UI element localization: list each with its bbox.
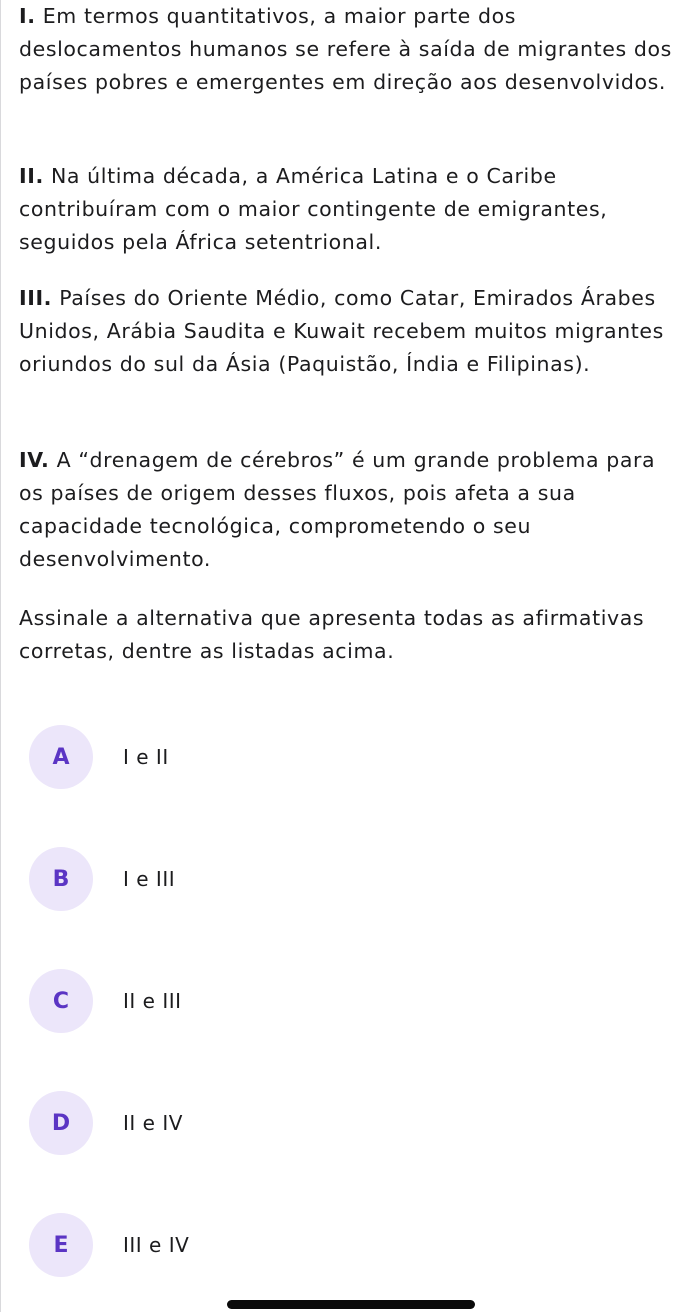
answer-option-a[interactable] — [29, 726, 669, 788]
statement-2 — [19, 160, 683, 259]
statement-text: Em termos quantitativos, a maior parte dos deslocamentos humanos se refere à saída de migrantes dos países pobres e emergentes em direção aos desenvolvidos. — [19, 4, 672, 94]
home-indicator[interactable] — [227, 1300, 475, 1309]
statement-3 — [19, 282, 683, 381]
statement-4 — [19, 444, 683, 576]
answer-option-d[interactable] — [29, 1092, 669, 1154]
answer-option-c[interactable] — [29, 970, 669, 1032]
option-label[interactable]: I e III — [123, 867, 176, 891]
statement-text: Na última década, a América Latina e o Caribe contribuíram com o maior contingente de emigrantes, seguidos pela África setentrional. — [19, 164, 608, 254]
answer-option-b[interactable] — [29, 848, 669, 910]
statement-1 — [19, 0, 683, 99]
question-prompt: Assinale a alternativa que apresenta todas as afirmativas corretas, dentre as listadas acima. — [19, 606, 645, 663]
option-letter-badge[interactable]: E — [29, 1213, 93, 1277]
option-letter-badge[interactable]: C — [29, 969, 93, 1033]
statement-number: II. — [19, 164, 44, 188]
statement-number: III. — [19, 286, 53, 310]
option-label[interactable]: III e IV — [123, 1233, 190, 1257]
option-label[interactable]: II e IV — [123, 1111, 183, 1135]
answer-option-e[interactable] — [29, 1214, 669, 1276]
option-letter-badge[interactable]: B — [29, 847, 93, 911]
option-label[interactable]: II e III — [123, 989, 182, 1013]
option-letter-badge[interactable]: A — [29, 725, 93, 789]
statement-number: IV. — [19, 448, 50, 472]
statement-number: I. — [19, 4, 36, 28]
option-letter-badge[interactable]: D — [29, 1091, 93, 1155]
option-label[interactable]: I e II — [123, 745, 169, 769]
statement-text: A “drenagem de cérebros” é um grande problema para os países de origem desses fluxos, pois afeta a sua capacidade tecnológica, comprometendo o seu desenvolvimento. — [19, 448, 656, 571]
statement-text: Países do Oriente Médio, como Catar, Emirados Árabes Unidos, Arábia Saudita e Kuwait recebem muitos migrantes oriundos do sul da Ásia (Paquistão, Índia e Filipinas). — [19, 286, 664, 376]
